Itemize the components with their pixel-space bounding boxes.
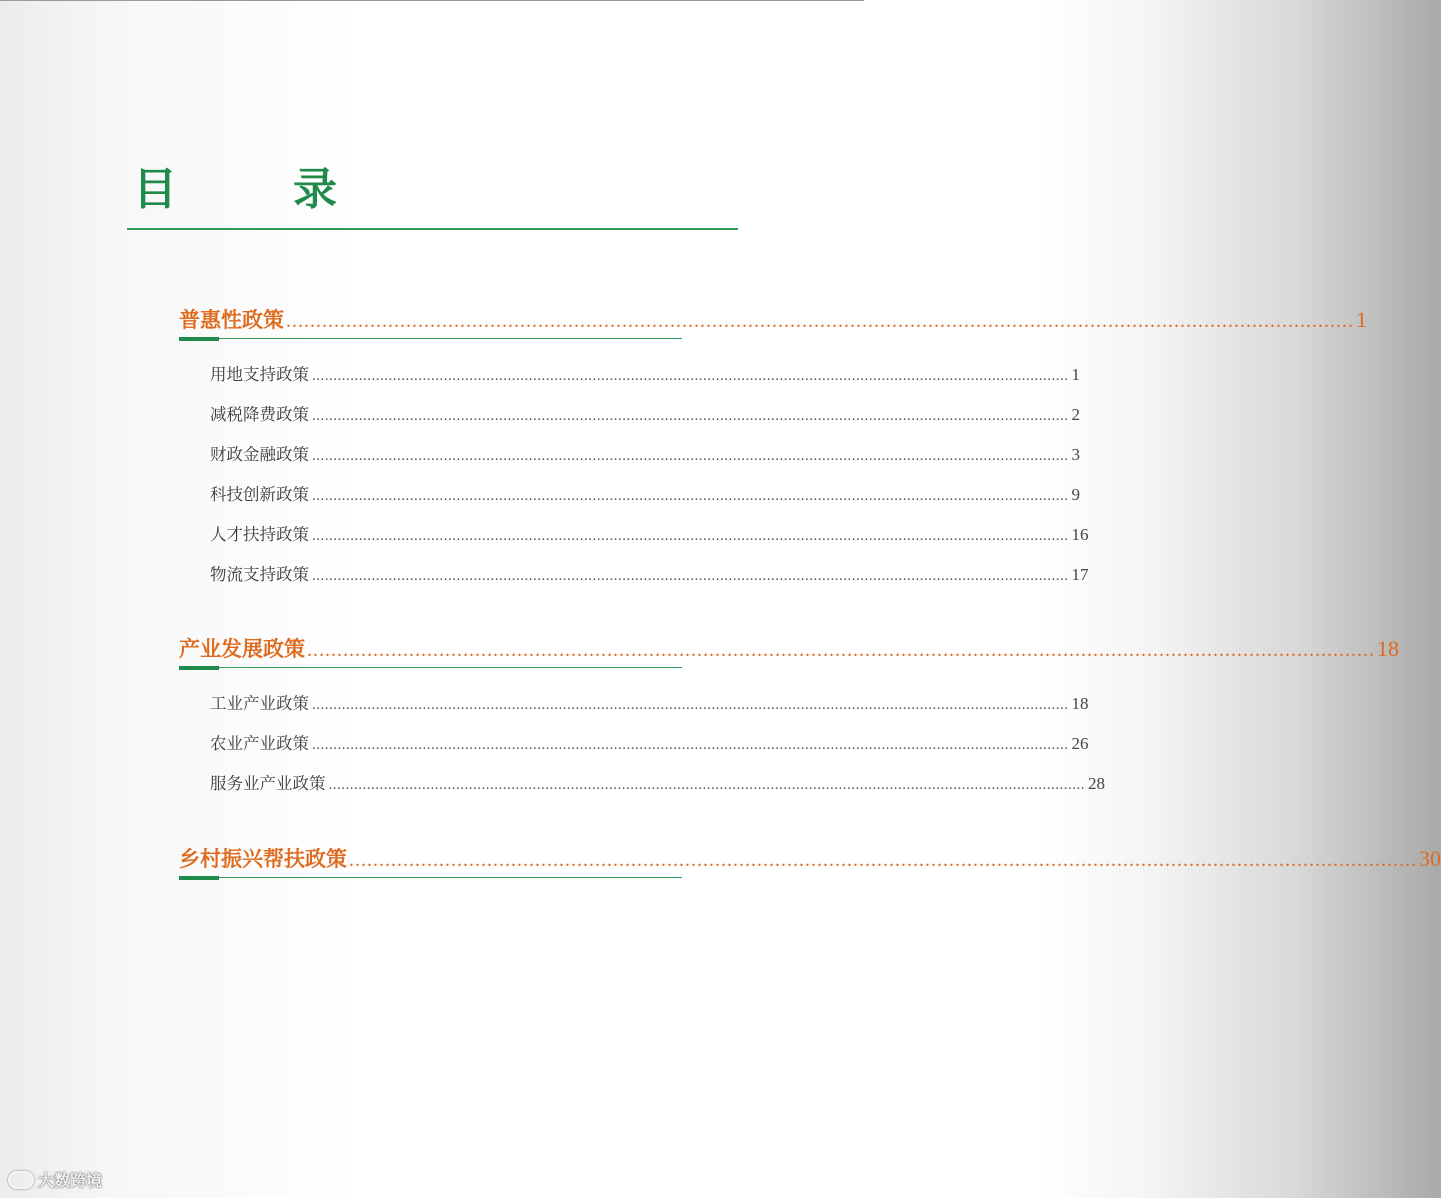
item-page-number: 18 [1071, 694, 1089, 713]
item-page-number: 16 [1071, 525, 1089, 544]
dot-leader: .................................................................................................................................................................................. [312, 488, 1069, 504]
dot-leader: .................................................................................................................................................................................. [312, 448, 1069, 464]
toc-section-heading[interactable] [179, 843, 1441, 873]
item-title: 用地支持政策 [210, 365, 309, 384]
toc-item[interactable] [210, 355, 1080, 395]
toc-item-list [179, 355, 1089, 595]
dot-leader: .................................................................................................................................................................................. [312, 368, 1069, 384]
dot-leader: .................................................................................................................................................................................. [349, 849, 1417, 871]
watermark-text: 大数跨境 [38, 1171, 103, 1190]
dot-leader: .................................................................................................................................................................................. [307, 639, 1375, 661]
item-page-number: 2 [1071, 405, 1080, 424]
section-page-number: 18 [1377, 636, 1399, 661]
item-title: 物流支持政策 [210, 565, 309, 584]
item-page-number: 1 [1071, 365, 1080, 384]
item-title: 财政金融政策 [210, 445, 309, 464]
item-title: 人才扶持政策 [210, 525, 309, 544]
dot-leader: .................................................................................................................................................................................. [312, 737, 1069, 753]
section-title: 普惠性政策 [179, 308, 284, 332]
toc-item[interactable] [210, 435, 1080, 475]
toc-section-industry [179, 633, 1399, 804]
toc-section-universal [179, 304, 1367, 595]
item-title: 科技创新政策 [210, 485, 309, 504]
toc-item-list [179, 684, 1105, 804]
item-title: 服务业产业政策 [210, 774, 326, 793]
section-rule [179, 334, 682, 342]
item-page-number: 3 [1071, 445, 1080, 464]
section-page-number: 30 [1419, 846, 1441, 871]
watermark-logo-icon [8, 1171, 34, 1189]
section-rule [179, 663, 682, 671]
item-page-number: 17 [1071, 565, 1089, 584]
dot-leader: .................................................................................................................................................................................. [312, 697, 1069, 713]
section-page-number: 1 [1356, 307, 1367, 332]
item-title: 减税降费政策 [210, 405, 309, 424]
toc-title: 目 录 [133, 164, 373, 215]
toc-item[interactable] [210, 555, 1089, 595]
toc-section-rural [179, 843, 1441, 881]
dot-leader: .................................................................................................................................................................................. [328, 777, 1085, 793]
title-rule [127, 228, 738, 230]
section-title: 产业发展政策 [179, 637, 305, 661]
toc-section-heading[interactable] [179, 633, 1399, 663]
toc-item[interactable] [210, 764, 1105, 804]
watermark [8, 1168, 102, 1191]
item-title: 工业产业政策 [210, 694, 309, 713]
page-top-border [0, 0, 864, 1]
item-page-number: 28 [1088, 774, 1105, 793]
toc-item[interactable] [210, 724, 1089, 764]
dot-leader: .................................................................................................................................................................................. [312, 528, 1069, 544]
item-title: 农业产业政策 [210, 734, 309, 753]
section-title: 乡村振兴帮扶政策 [179, 847, 347, 871]
toc-item[interactable] [210, 515, 1089, 555]
toc-item[interactable] [210, 395, 1080, 435]
dot-leader: .................................................................................................................................................................................. [312, 568, 1069, 584]
item-page-number: 26 [1071, 734, 1089, 753]
toc-section-heading[interactable] [179, 304, 1367, 334]
toc-item[interactable] [210, 684, 1089, 724]
toc-item[interactable] [210, 475, 1080, 515]
dot-leader: .................................................................................................................................................................................. [312, 408, 1069, 424]
section-rule [179, 873, 682, 881]
item-page-number: 9 [1071, 485, 1080, 504]
dot-leader: .................................................................................................................................................................................. [286, 310, 1354, 332]
